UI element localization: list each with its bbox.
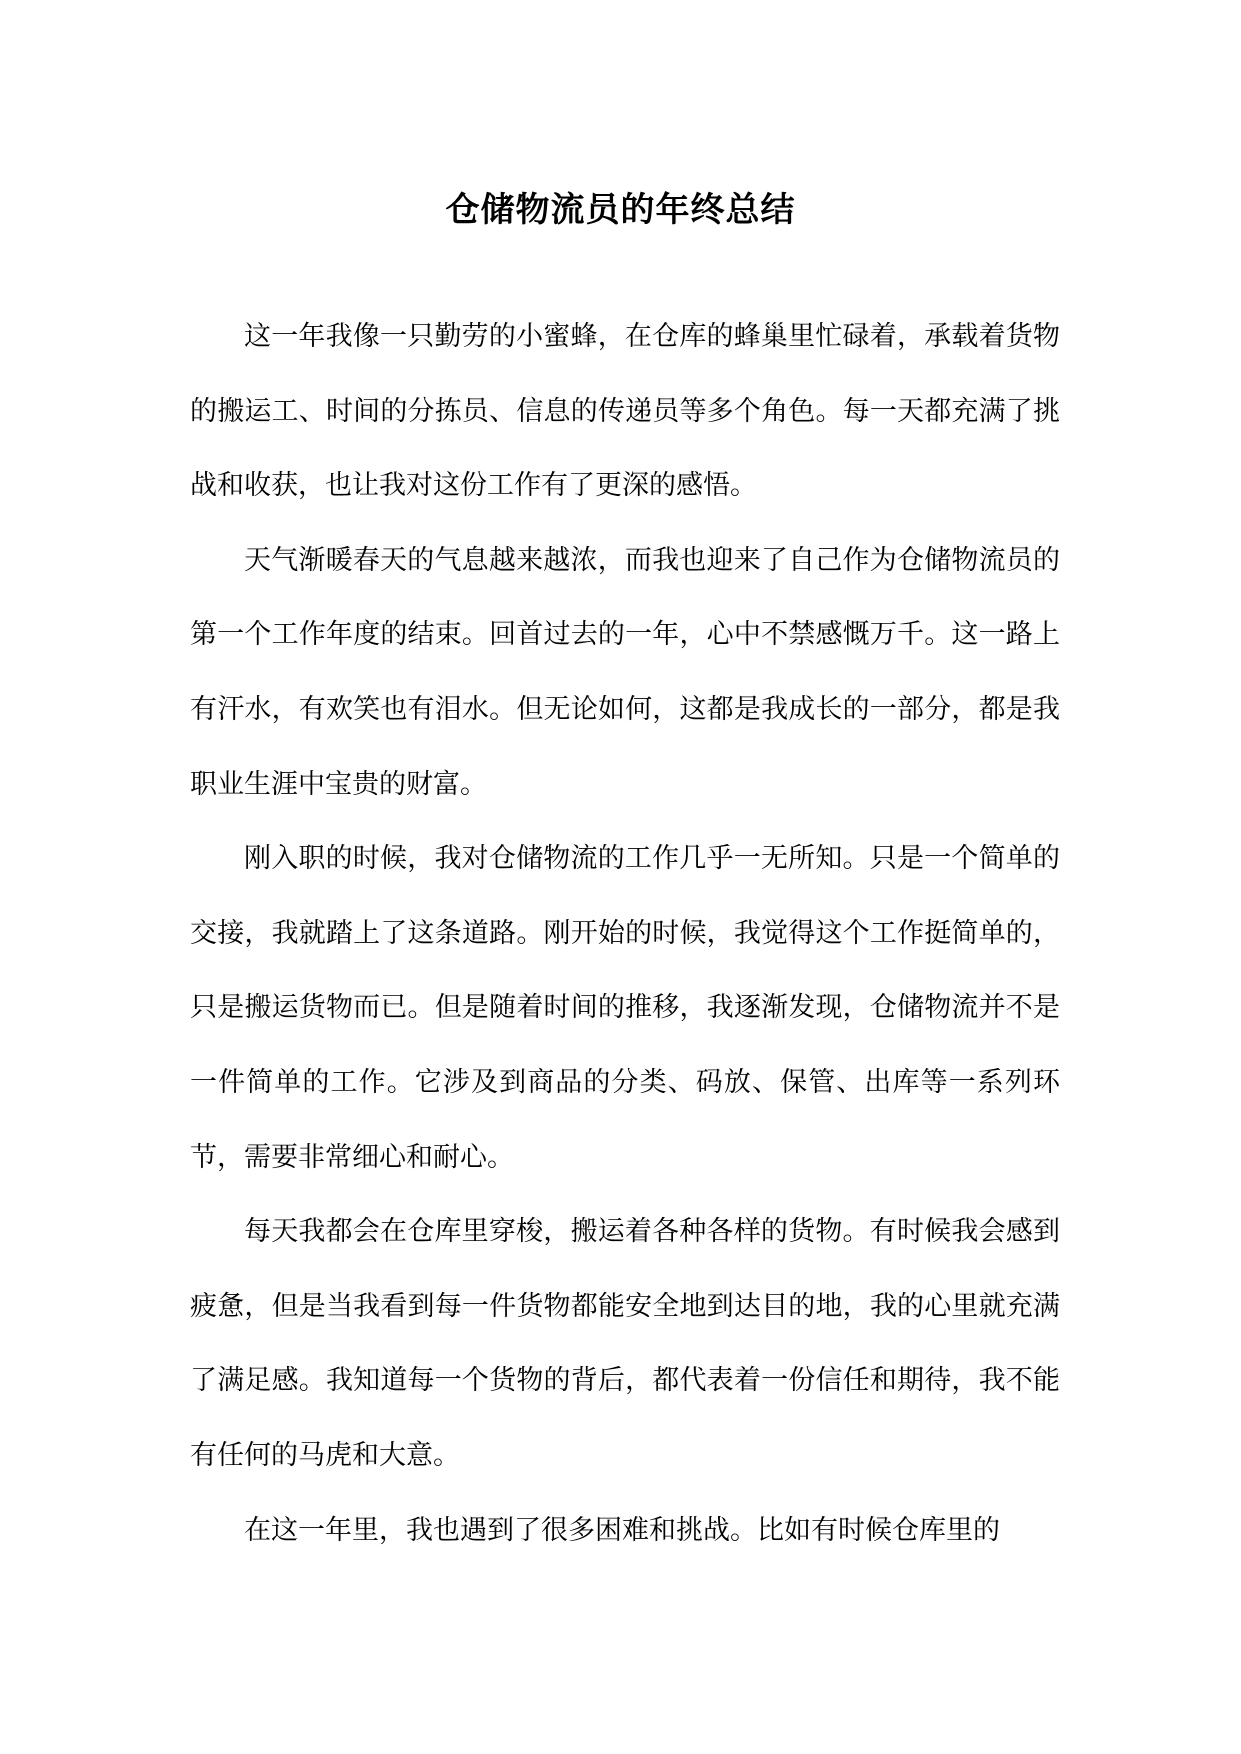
paragraph-5: 在这一年里，我也遇到了很多困难和挑战。比如有时候仓库里的 xyxy=(244,1514,1000,1546)
document-title: 仓储物流员的年终总结 xyxy=(445,190,796,230)
document-body xyxy=(190,300,1060,1568)
paragraph-4: 每天我都会在仓库里穿梭，搬运着各种各样的货物。有时候我会感到疲惫，但是当我看到每一件货物都能安全地到达目的地，我的心里就充满了满足感。我知道每一个货物的背后，都代表着一份信任和期待，我不能有任何的马虎和大意。 xyxy=(190,1216,1060,1471)
paragraph-3: 刚入职的时候，我对仓储物流的工作几乎一无所知。只是一个简单的交接，我就踏上了这条道路。刚开始的时候，我觉得这个工作挺简单的，只是搬运货物而已。但是随着时间的推移，我逐渐发现，仓储物流并不是一件简单的工作。它涉及到商品的分类、码放、保管、出库等一系列环节，需要非常细心和耐心。 xyxy=(190,843,1060,1173)
paragraph-2: 天气渐暖春天的气息越来越浓，而我也迎来了自己作为仓储物流员的第一个工作年度的结束。回首过去的一年，心中不禁感慨万千。这一路上有汗水，有欢笑也有泪水。但无论如何，这都是我成长的一部分，都是我职业生涯中宝贵的财富。 xyxy=(190,544,1060,800)
paragraph-1: 这一年我像一只勤劳的小蜜蜂，在仓库的蜂巢里忙碌着，承载着货物的搬运工、时间的分拣员、信息的传递员等多个角色。每一天都充满了挑战和收获，也让我对这份工作有了更深的感悟。 xyxy=(190,321,1060,502)
